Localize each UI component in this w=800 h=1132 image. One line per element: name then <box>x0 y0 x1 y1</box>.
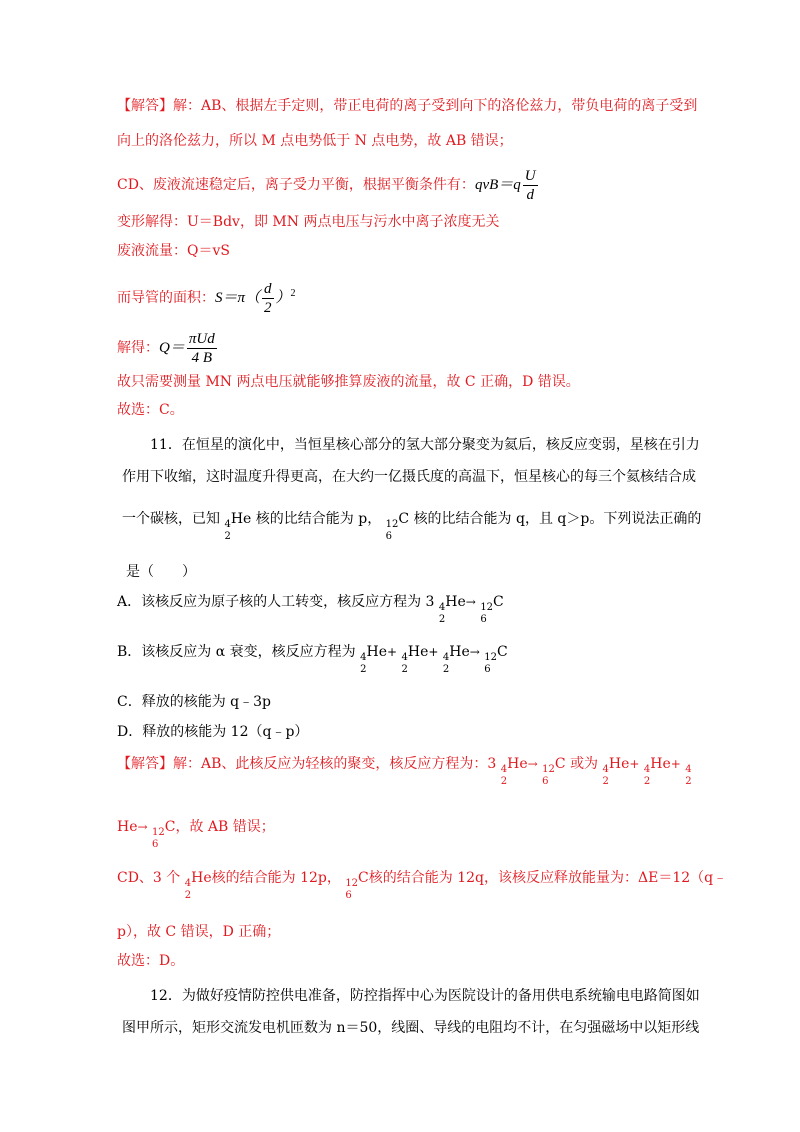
solution2-line-3: CD、3 个 $_4$ 2 He核的结合能为 12p， $_{12}$ 6 C核的结合能为 12q，该核反应释放能量为：ΔE＝12（q﹣ <box>117 870 728 901</box>
equation-force-balance: qvB＝q $\frac{U}{d}$ <box>474 168 536 203</box>
solution-text: CD、废液流速稳定后，离子受力平衡，根据平衡条件有： <box>117 176 475 193</box>
solution-line-2: 向上的洛伦兹力，所以 M 点电势低于 N 点电势，故 AB 错误； <box>117 133 513 149</box>
solution-line-8: 故只需要测量 MN 两点电压就能够推算废液的流量，故 C 正确，D 错误。 <box>117 374 580 390</box>
solution-line-6: 而导管的面积：S＝π（ $\frac{d}{2}$ ）$^2$ <box>117 281 296 316</box>
solution2-line-2: He→ $_{12}$ 6 C，故 AB 错误； <box>117 819 275 850</box>
option-b: B．该核反应为 α 衰变，核反应方程为 $_4$ 2 He+ $_4$ 2 He+ $_4$ 2 He→ $_{12}$ 6 C <box>117 644 508 675</box>
question-11-line-2: 作用下收缩，这时温度升得更高，在大约一亿摄氏度的高温下，恒星核心的每三个氦核结合成 <box>122 469 696 485</box>
question-11-line-1: 11．在恒星的演化中，当恒星核心部分的氢大部分聚变为氦后，核反应变弱，星核在引力 <box>150 437 700 453</box>
equation-area: S＝π（ $\frac{d}{2}$ ）$^2$ <box>215 281 296 316</box>
carbon-nucleus: $_{12}$ 6 C <box>385 511 410 542</box>
solution-line-1: 【解答】解：AB、根据左手定则，带正电荷的离子受到向下的洛伦兹力，带负电荷的离子受到 <box>117 98 698 114</box>
arrow-icon: → <box>137 820 148 834</box>
helium-nucleus: $_4$ 2 He <box>224 511 252 542</box>
equation-flow: Q＝ $\frac{\text{πUd}}{4 B}$ <box>159 331 215 366</box>
solution2-answer: 故选：D。 <box>117 953 185 969</box>
option-d: D．释放的核能为 12（q﹣p） <box>117 724 309 740</box>
question-12-line-1: 12．为做好疫情防控供电准备，防控指挥中心为医院设计的备用供电系统输电电路简图如 <box>150 988 700 1004</box>
solution2-line-4: p），故 C 错误，D 正确； <box>117 924 281 940</box>
solution-answer: 故选：C。 <box>117 402 184 418</box>
option-a: A．该核反应为原子核的人工转变，核反应方程为 3 $_4$ 2 He→ $_{12}$ 6 C <box>117 594 504 625</box>
arrow-icon: → <box>527 757 538 771</box>
solution-line-4: 变形解得：U＝Bdv，即 MN 两点电压与污水中离子浓度无关 <box>117 214 500 230</box>
question-11-line-4: 是（ ） <box>126 564 196 580</box>
question-12-line-2: 图甲所示，矩形交流发电机匝数为 n＝50，线圈、导线的电阻均不计，在匀强磁场中以矩形线 <box>122 1020 700 1036</box>
solution2-line-1: 【解答】解：AB、此核反应为轻核的聚变，核反应方程为：3 $_4$ 2 He→ $_{12}$ 6 C 或为 $_4$ 2 He+ $_4$ 2 He+ $_4$ 2 <box>117 756 692 787</box>
option-c: C．释放的核能为 q﹣3p <box>117 694 271 710</box>
arrow-icon: → <box>469 645 480 659</box>
question-11-line-3: 一个碳核，已知 $_4$ 2 He 核的比结合能为 p， $_{12}$ 6 C 核的比结合能为 q，且 q＞p。下列说法正确的 <box>122 511 702 542</box>
solution-line-7: 解得：Q＝ $\frac{\text{πUd}}{4 B}$ <box>117 330 219 367</box>
solution-line-3 <box>117 167 540 204</box>
solution-line-5: 废液流量：Q＝vS <box>117 243 230 259</box>
arrow-icon: → <box>465 595 476 609</box>
